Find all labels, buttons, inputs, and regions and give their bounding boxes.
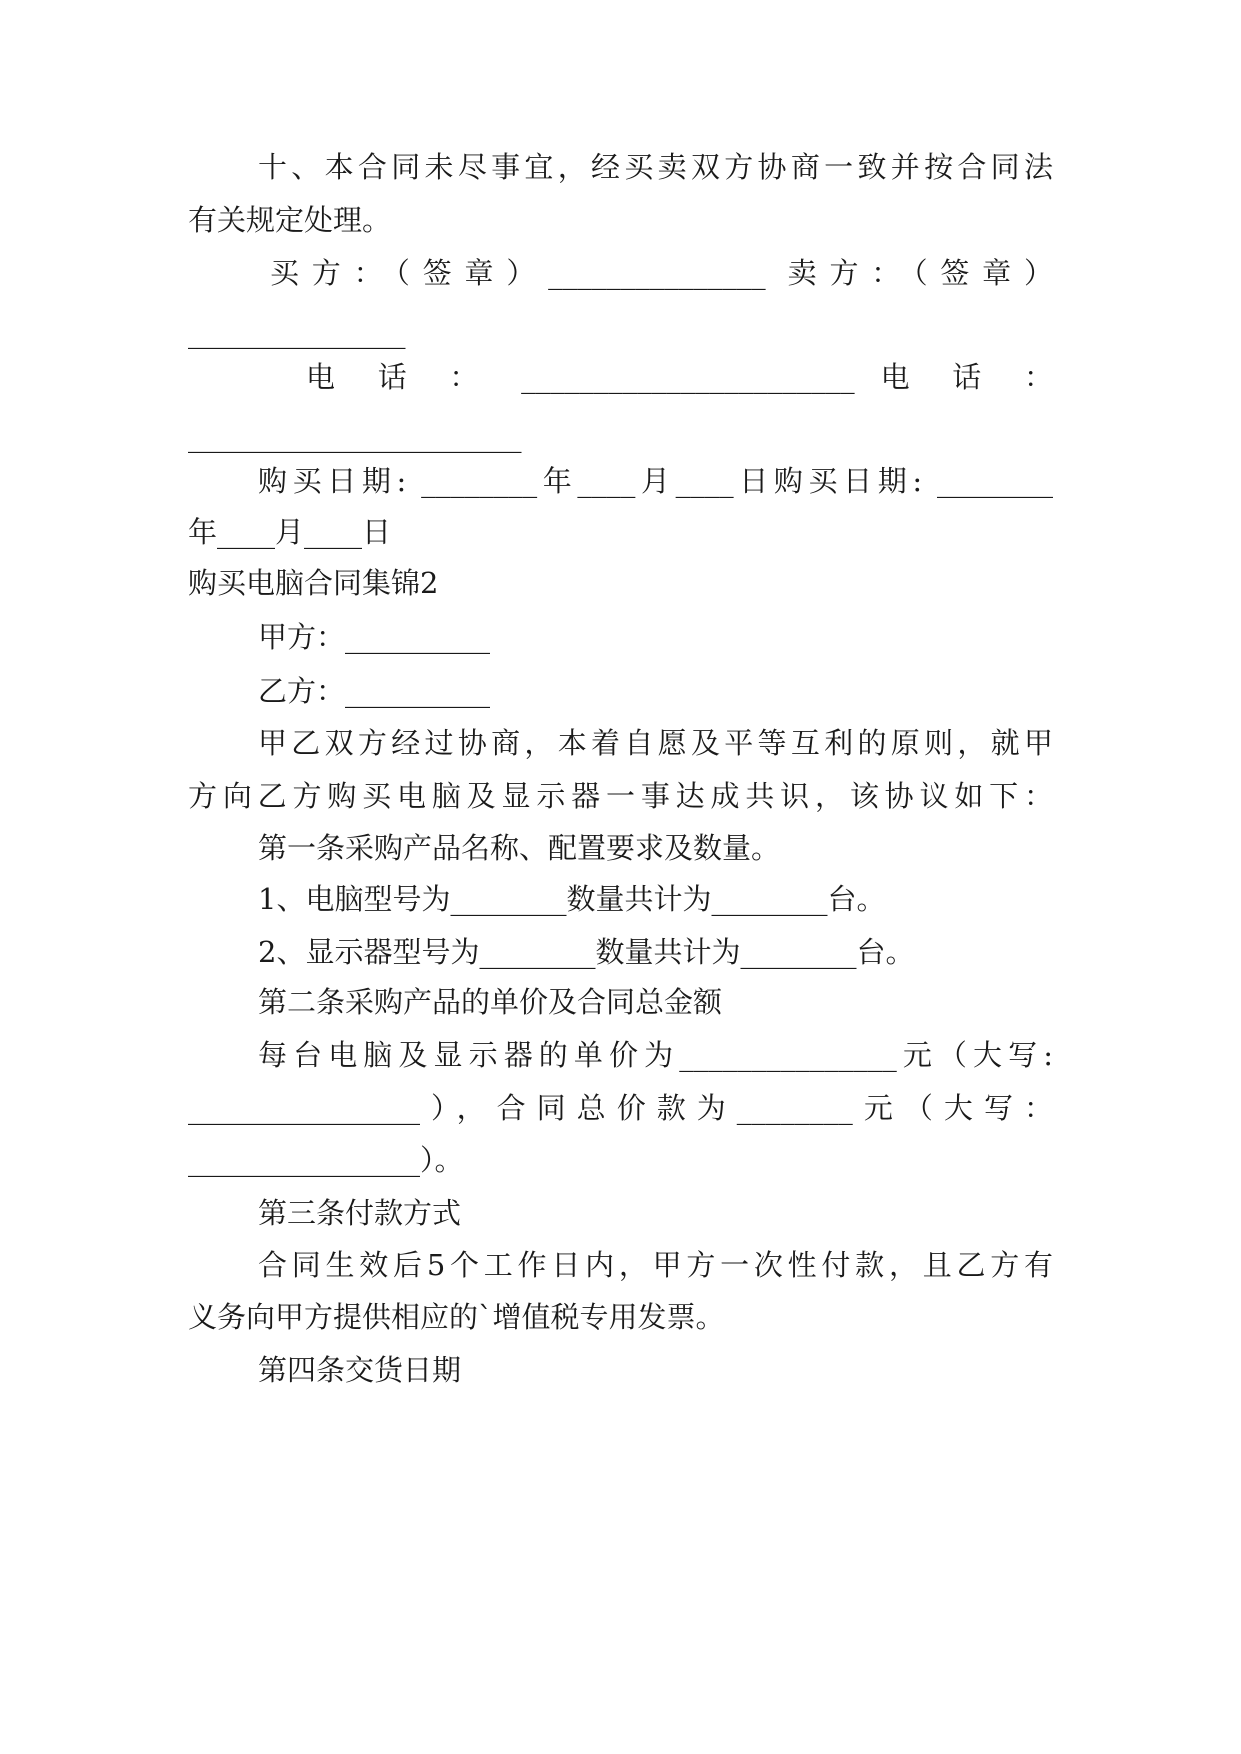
party-b-line: 乙方：__________	[258, 674, 491, 708]
unit-price-line-2: ________________），合同总价款为________元（大写：	[188, 1091, 1053, 1125]
monitor-model-line: 2、显示器型号为________数量共计为________台。	[258, 935, 915, 969]
payment-line-2: 义务向甲方提供相应的`增值税专用发票。	[188, 1300, 725, 1334]
preamble-line-1: 甲乙双方经过协商，本着自愿及平等互利的原则，就甲	[258, 726, 1053, 760]
preamble-line-2: 方向乙方购买电脑及显示器一事达成共识，该协议如下：	[188, 779, 1053, 813]
unit-price-line-1: 每台电脑及显示器的单价为_______________元（大写:	[258, 1038, 1053, 1072]
clause-ten-line-1: 十、本合同未尽事宜，经买卖双方协商一致并按合同法	[258, 150, 1053, 184]
article-four-heading: 第四条交货日期	[258, 1353, 462, 1387]
phone-blank-line: _______________________	[188, 419, 522, 453]
computer-model-line: 1、电脑型号为________数量共计为________台。	[258, 882, 886, 916]
signature-blank-line: _______________	[188, 315, 406, 349]
unit-price-line-3: ________________）。	[188, 1143, 464, 1177]
article-two-heading: 第二条采购产品的单价及合同总金额	[258, 985, 723, 1019]
section-heading: 购买电脑合同集锦2	[188, 566, 439, 600]
phone-line: 电 话 ： _______________________ 电 话 ：	[306, 360, 1053, 394]
article-three-heading: 第三条付款方式	[258, 1196, 462, 1230]
clause-ten-line-2: 有关规定处理。	[188, 203, 392, 237]
signature-line: 买方：（签章）_______________ 卖方：（签章）	[270, 256, 1053, 290]
purchase-date-line-2: 年____月____日	[188, 515, 392, 549]
party-a-line: 甲方：__________	[258, 620, 491, 654]
article-one-heading: 第一条采购产品名称、配置要求及数量。	[258, 831, 781, 865]
payment-line-1: 合同生效后5个工作日内，甲方一次性付款，且乙方有	[258, 1248, 1053, 1282]
purchase-date-line: 购买日期: ________年____月____日购买日期: ________	[258, 464, 1053, 498]
